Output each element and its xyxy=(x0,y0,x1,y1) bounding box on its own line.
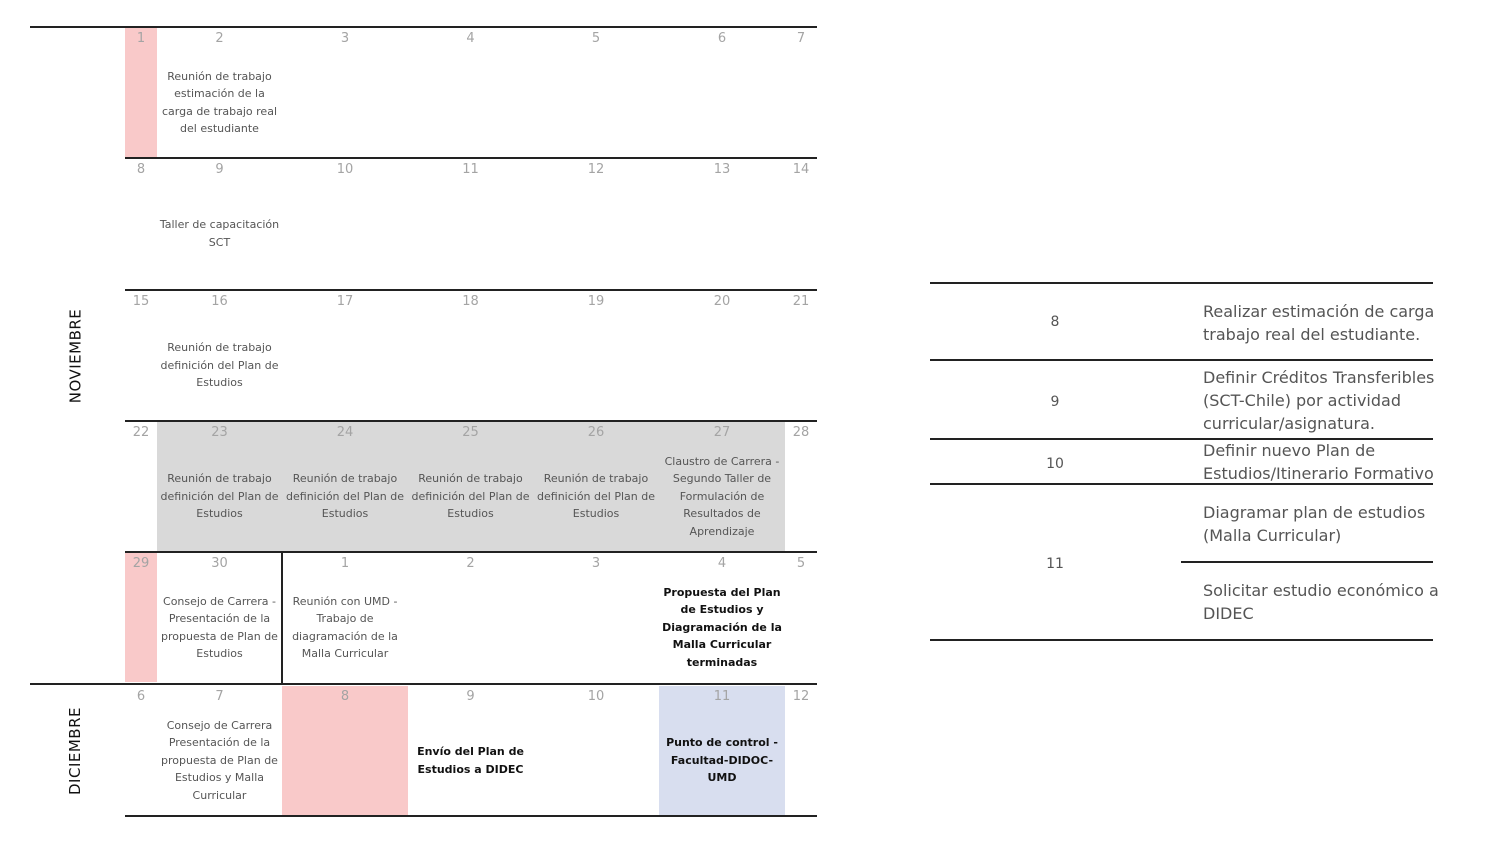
day-event: Taller de capacitación SCT xyxy=(159,218,280,249)
day-event: Punto de control - Facultad-DIDOC-UMD xyxy=(666,736,778,785)
day-number: 1 xyxy=(136,31,146,46)
day-cell xyxy=(125,291,157,420)
day-event: Reunión de trabajo definición del Plan de Estudios xyxy=(537,472,655,521)
day-cell xyxy=(157,159,282,288)
day-cell xyxy=(659,422,785,551)
day-cell xyxy=(408,686,533,815)
day-number: 23 xyxy=(211,425,228,440)
day-cell xyxy=(659,553,785,682)
day-number: 10 xyxy=(587,689,605,704)
day-event: Reunión con UMD - Trabajo de diagramación de la Malla Curricular xyxy=(292,594,398,660)
table-top-rule xyxy=(930,282,1433,284)
day-number: 2 xyxy=(215,31,224,46)
day-cell xyxy=(408,291,533,420)
task-text: Definir Créditos Transferibles (SCT-Chile) por actividad curricular/asignatura. xyxy=(1203,368,1435,433)
day-number: 12 xyxy=(792,689,810,704)
task-week-number: 11 xyxy=(1046,556,1064,572)
day-event: Consejo de Carrera - Presentación de la propuesta de Plan de Estudios xyxy=(161,594,278,660)
day-cell xyxy=(659,28,785,157)
day-cell xyxy=(785,553,817,682)
day-cell xyxy=(125,686,157,815)
sub-row-divider xyxy=(1181,561,1433,563)
week-rule xyxy=(30,683,817,685)
month-name: DICIEMBRE xyxy=(66,706,85,795)
day-number: 10 xyxy=(336,162,354,177)
day-cell xyxy=(282,422,408,551)
day-cell xyxy=(785,291,817,420)
day-cell xyxy=(659,291,785,420)
day-number: 13 xyxy=(713,162,731,177)
month-label-november xyxy=(60,27,90,684)
day-cell xyxy=(157,422,282,551)
day-cell xyxy=(125,28,157,157)
day-cell xyxy=(785,28,817,157)
day-cell xyxy=(785,422,817,551)
day-cell xyxy=(408,159,533,288)
day-number: 3 xyxy=(340,31,350,46)
day-cell xyxy=(533,553,659,682)
task-text: Solicitar estudio económico a DIDEC xyxy=(1203,581,1439,623)
day-number: 2 xyxy=(466,556,475,571)
day-number: 9 xyxy=(215,162,224,177)
day-cell xyxy=(157,686,282,815)
month-boundary xyxy=(281,551,817,553)
day-cell xyxy=(533,291,659,420)
day-number: 30 xyxy=(211,556,228,571)
day-number: 1 xyxy=(340,556,350,571)
day-cell xyxy=(533,159,659,288)
day-cell xyxy=(659,686,785,815)
day-number: 9 xyxy=(466,689,475,704)
day-number: 28 xyxy=(792,425,810,440)
day-number: 16 xyxy=(211,294,228,309)
day-number: 3 xyxy=(591,556,601,571)
day-cell xyxy=(125,422,157,551)
day-number: 7 xyxy=(215,689,224,704)
day-event: Reunión de trabajo definición del Plan de Estudios xyxy=(160,472,279,521)
week-rule xyxy=(125,815,817,817)
day-number: 19 xyxy=(587,294,605,309)
day-event: Reunión de trabajo definición del Plan de Estudios xyxy=(411,472,530,521)
day-number: 15 xyxy=(132,294,150,309)
day-event: Consejo de Carrera Presentación de la propuesta de Plan de Estudios y Malla Curricular xyxy=(161,718,278,802)
day-cell xyxy=(157,553,282,682)
task-text: Definir nuevo Plan de Estudios/Itinerario Formativo xyxy=(1203,441,1434,483)
day-number: 17 xyxy=(336,294,354,309)
day-event: Envío del Plan de Estudios a DIDEC xyxy=(417,745,524,776)
month-boundary xyxy=(281,551,283,685)
task-text: Realizar estimación de carga trabajo real del estudiante. xyxy=(1203,302,1435,344)
day-number: 6 xyxy=(717,31,727,46)
day-cell xyxy=(533,422,659,551)
day-number: 4 xyxy=(717,556,727,571)
day-cell xyxy=(282,28,408,157)
day-cell xyxy=(157,28,282,157)
day-cell xyxy=(785,159,817,288)
day-cell xyxy=(533,686,659,815)
row-divider xyxy=(930,483,1433,485)
row-divider xyxy=(930,359,1433,361)
month-name: NOVIEMBRE xyxy=(66,308,84,403)
month-label-december xyxy=(60,685,90,816)
day-event: Claustro de Carrera - Segundo Taller de Formulación de Resultados de Aprendizaje xyxy=(664,454,780,538)
day-number: 6 xyxy=(136,689,146,704)
task-week-number: 9 xyxy=(1050,394,1060,410)
day-cell xyxy=(533,28,659,157)
day-cell xyxy=(157,291,282,420)
day-number: 18 xyxy=(462,294,479,309)
day-event: Reunión de trabajo definición del Plan de Estudios xyxy=(286,472,404,521)
day-number: 21 xyxy=(792,294,810,309)
day-number: 5 xyxy=(591,31,601,46)
day-cell xyxy=(659,159,785,288)
day-number: 25 xyxy=(462,425,479,440)
day-event: Propuesta del Plan de Estudios y Diagramación de la Malla Curricular terminadas xyxy=(662,585,782,669)
day-number: 5 xyxy=(796,556,806,571)
day-number: 26 xyxy=(587,425,605,440)
table-bottom-rule xyxy=(930,639,1433,641)
day-cell xyxy=(282,291,408,420)
day-cell xyxy=(125,553,157,682)
day-number: 20 xyxy=(713,294,731,309)
day-cell xyxy=(408,422,533,551)
day-number: 11 xyxy=(462,162,479,177)
day-number: 12 xyxy=(587,162,605,177)
day-number: 4 xyxy=(466,31,475,46)
day-number: 22 xyxy=(132,425,150,440)
day-cell xyxy=(785,686,817,815)
task-week-number: 10 xyxy=(1046,456,1064,472)
day-event: Reunión de trabajo definición del Plan de Estudios xyxy=(160,341,279,390)
day-number: 29 xyxy=(132,556,150,571)
task-table xyxy=(930,282,1439,642)
day-cell xyxy=(125,159,157,288)
calendar xyxy=(30,27,817,817)
day-number: 14 xyxy=(792,162,810,177)
day-number: 24 xyxy=(336,425,354,440)
task-week-number: 8 xyxy=(1050,314,1060,330)
day-number: 11 xyxy=(713,689,731,704)
day-event: Reunión de trabajo estimación de la carga de trabajo real del estudiante xyxy=(161,69,277,135)
day-number: 27 xyxy=(713,425,731,440)
day-number: 8 xyxy=(340,689,350,704)
task-text: Diagramar plan de estudios (Malla Curricular) xyxy=(1203,503,1426,545)
day-cell xyxy=(408,553,533,682)
day-cell xyxy=(408,28,533,157)
day-number: 8 xyxy=(136,162,146,177)
day-cell xyxy=(282,553,408,682)
day-number: 7 xyxy=(796,31,806,46)
day-cell xyxy=(282,686,408,815)
day-cell xyxy=(282,159,408,288)
